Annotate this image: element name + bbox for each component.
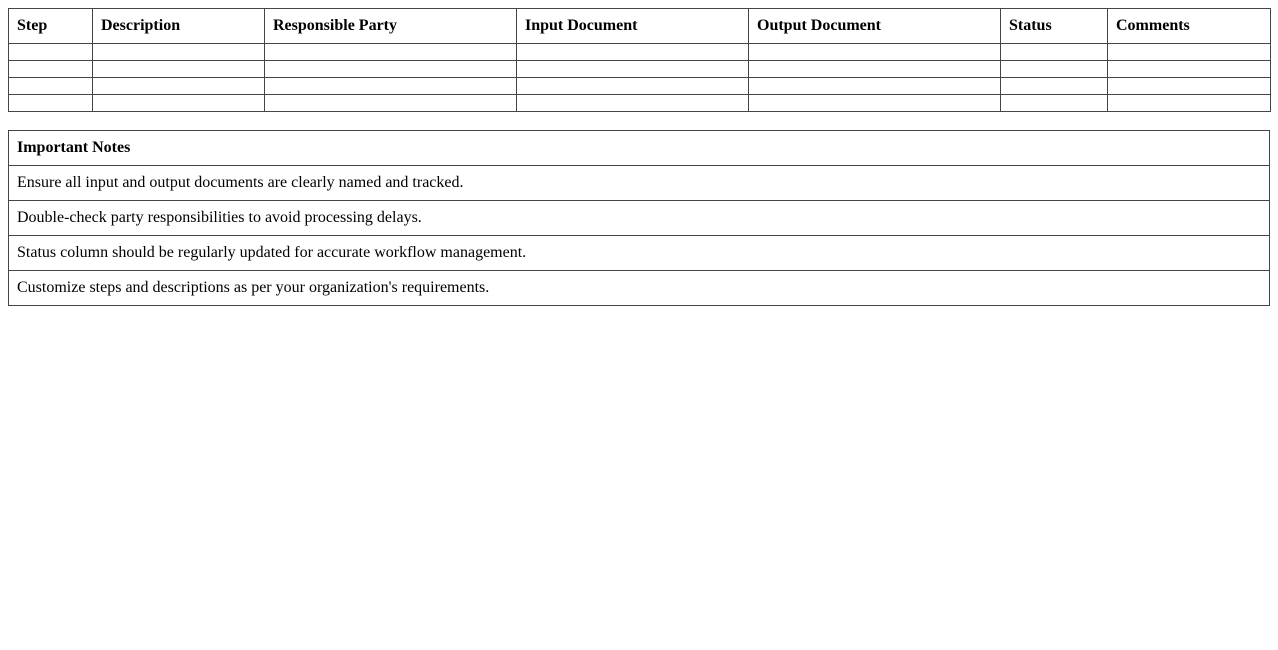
notes-header-row: [9, 131, 1270, 166]
table-cell: [9, 95, 93, 112]
table-cell: [1001, 95, 1108, 112]
header-step: Step: [9, 9, 93, 44]
notes-title: Important Notes: [9, 131, 1270, 166]
header-comments: Comments: [1108, 9, 1271, 44]
table-cell: [749, 78, 1001, 95]
table-row: [9, 95, 1271, 112]
note-item: Double-check party responsibilities to avoid processing delays.: [9, 201, 1270, 236]
notes-table: [8, 130, 1270, 306]
table-cell: [265, 78, 517, 95]
table-cell: [517, 44, 749, 61]
table-cell: [265, 44, 517, 61]
header-output-document: Output Document: [749, 9, 1001, 44]
table-cell: [265, 61, 517, 78]
table-cell: [1108, 95, 1271, 112]
table-cell: [517, 78, 749, 95]
table-cell: [9, 61, 93, 78]
table-cell: [517, 95, 749, 112]
note-row: [9, 166, 1270, 201]
note-row: [9, 236, 1270, 271]
table-cell: [1108, 61, 1271, 78]
table-cell: [9, 78, 93, 95]
table-cell: [1108, 44, 1271, 61]
note-row: [9, 271, 1270, 306]
table-cell: [1108, 78, 1271, 95]
table-cell: [93, 95, 265, 112]
table-row: [9, 78, 1271, 95]
table-row: [9, 61, 1271, 78]
table-cell: [1001, 44, 1108, 61]
note-item: Status column should be regularly updated for accurate workflow management.: [9, 236, 1270, 271]
table-cell: [517, 61, 749, 78]
header-description: Description: [93, 9, 265, 44]
table-header-row: [9, 9, 1271, 44]
table-cell: [265, 95, 517, 112]
table-cell: [1001, 78, 1108, 95]
header-status: Status: [1001, 9, 1108, 44]
table-cell: [749, 44, 1001, 61]
table-cell: [1001, 61, 1108, 78]
table-cell: [93, 78, 265, 95]
table-cell: [9, 44, 93, 61]
note-item: Customize steps and descriptions as per your organization's requirements.: [9, 271, 1270, 306]
table-cell: [93, 44, 265, 61]
table-row: [9, 44, 1271, 61]
table-cell: [749, 95, 1001, 112]
note-row: [9, 201, 1270, 236]
workflow-table: [8, 8, 1271, 112]
table-cell: [749, 61, 1001, 78]
header-responsible-party: Responsible Party: [265, 9, 517, 44]
header-input-document: Input Document: [517, 9, 749, 44]
table-cell: [93, 61, 265, 78]
note-item: Ensure all input and output documents are clearly named and tracked.: [9, 166, 1270, 201]
